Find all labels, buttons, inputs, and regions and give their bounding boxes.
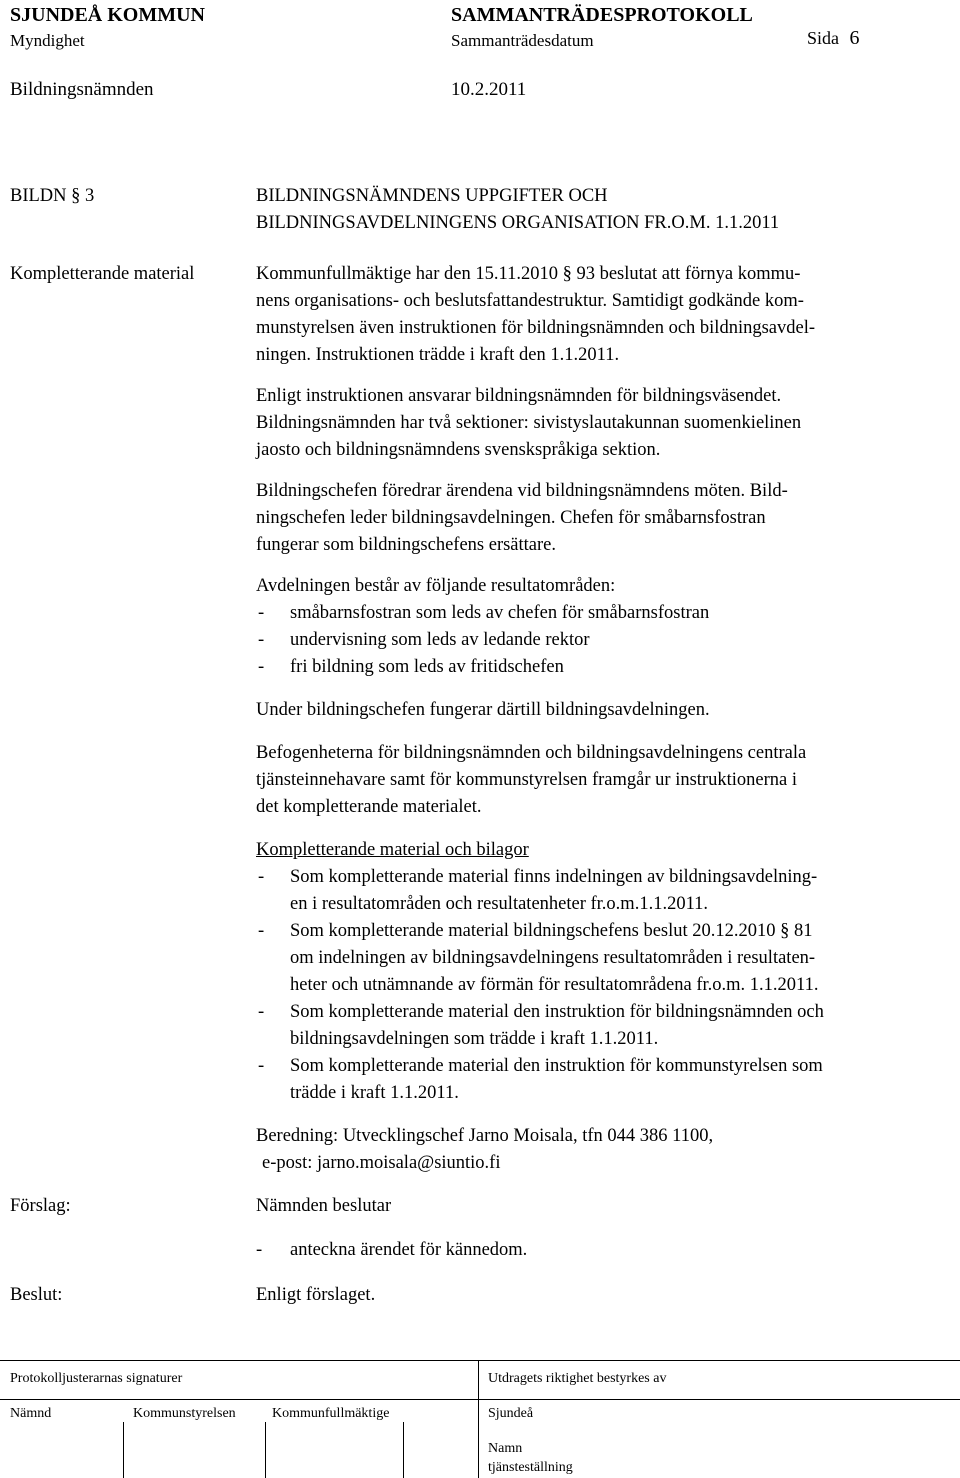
meeting-date: 10.2.2011 — [451, 79, 527, 100]
attachment-item: - Som kompletterande material bildningschefens beslut 20.12.2010 § 81 om indelningen av bildningsavdelningens resultatområden i resultaten- heter och utnämnande av förmän för resultatområdena fr.o.m. 1.1.2011. — [258, 921, 819, 995]
paragraph-department: Under bildningschefen fungerar därtill bildningsavdelningen. — [256, 700, 710, 720]
text-line: det kompletterande materialet. — [256, 797, 482, 817]
document-type: SAMMANTRÄDESPROTOKOLL — [451, 4, 753, 26]
authority-name: Bildningsnämnden — [10, 79, 154, 100]
proposal-text: Nämnden beslutar — [256, 1196, 392, 1216]
text-line: nens organisations- och beslutsfattandestruktur. Samtidigt godkände kom- — [256, 291, 804, 311]
paragraph-result-areas — [256, 573, 956, 681]
preparer-email: e-post: jarno.moisala@siuntio.fi — [262, 1153, 501, 1173]
text-line: ningen. Instruktionen trädde i kraft den 1.1.2011. — [256, 345, 620, 365]
signatures-label: Protokolljusterarnas signaturer — [10, 1371, 183, 1386]
text-line: tjänsteinnehavare samt för kommunstyrelsen framgår ur instruktionerna i — [256, 770, 797, 790]
text-line: ningschefen leder bildningsavdelningen. Chefen för småbarnsfostran — [256, 508, 766, 528]
decision-label: Beslut: — [10, 1285, 63, 1305]
preparer-line: Beredning: Utvecklingschef Jarno Moisala, tfn 044 386 1100, — [256, 1126, 714, 1146]
paragraph-authority — [256, 740, 956, 821]
page-label: Sida — [807, 28, 840, 48]
attachments-list — [256, 864, 956, 1107]
date-label: Sammanträdesdatum — [451, 31, 594, 50]
text-line: Enligt instruktionen ansvarar bildningsnämnden för bildningsväsendet. — [256, 386, 782, 406]
section-symbol: § — [71, 186, 81, 206]
attachment-item: - Som kompletterande material finns indelningen av bildningsavdelning- en i resultatområden och resultatenheter fr.o.m.1.1.2011. — [258, 867, 818, 914]
list-item: - undervisning som leds av ledande rektor — [258, 630, 590, 650]
page-indicator — [807, 27, 860, 50]
text-line: Befogenheterna för bildningsnämnden och bildningsavdelningens centrala — [256, 743, 807, 763]
attachment-item: - Som kompletterande material den instruktion för kommunstyrelsen som trädde i kraft 1.1.2011. — [258, 1056, 823, 1103]
paragraph-chief — [256, 478, 956, 559]
text-line: munstyrelsen även instruktionen för bildningsnämnden och bildningsavdel- — [256, 318, 816, 338]
item-title-line: BILDNINGSNÄMNDENS UPPGIFTER OCH — [256, 186, 608, 206]
item-title — [256, 183, 956, 237]
authority-label: Myndighet — [10, 31, 85, 50]
signature-col-kommunfullmaktige: Kommunfullmäktige — [272, 1406, 390, 1421]
list-item: - småbarnsfostran som leds av chefen för småbarnsfostran — [258, 603, 710, 623]
signature-footer — [0, 1360, 960, 1478]
verifier-place: Sjundeå — [488, 1406, 534, 1421]
proposal-label: Förslag: — [10, 1196, 71, 1216]
paragraph-background — [256, 261, 956, 369]
proposal-item: - anteckna ärendet för kännedom. — [256, 1240, 528, 1260]
text-line: Bildningsnämnden har två sektioner: sivistyslautakunnan suomenkielinen — [256, 413, 802, 433]
text-line: jaosto och bildningsnämndens svenskspråkiga sektion. — [256, 440, 661, 460]
signature-col-kommunstyrelsen: Kommunstyrelsen — [133, 1406, 236, 1421]
verifier-position-label: tjänsteställning — [488, 1460, 573, 1475]
municipality-name: SJUNDEÅ KOMMUN — [10, 4, 205, 26]
verifier-name-label: Namn — [488, 1441, 523, 1456]
verification-label: Utdragets riktighet bestyrkes av — [488, 1371, 667, 1386]
text-line: Kommunfullmäktige har den 15.11.2010 § 93 beslutat att förnya kommu- — [256, 264, 801, 284]
page-number: 6 — [849, 27, 860, 49]
signature-col-namnd: Nämnd — [10, 1406, 52, 1421]
decision-text: Enligt förslaget. — [256, 1285, 376, 1305]
text-line: Bildningschefen föredrar ärendena vid bildningsnämndens möten. Bild- — [256, 481, 788, 501]
item-title-line: BILDNINGSAVDELNINGENS ORGANISATION FR.O.M. 1.1.2011 — [256, 213, 780, 233]
list-item: - fri bildning som leds av fritidschefen — [258, 657, 564, 677]
main-body — [256, 261, 956, 1177]
text-line: Avdelningen består av följande resultatområden: — [256, 576, 616, 596]
item-number — [10, 183, 94, 210]
side-label: Kompletterande material — [10, 264, 195, 284]
item-code: BILDN — [10, 186, 67, 206]
attachments-section — [256, 837, 956, 1107]
text-line: fungerar som bildningschefens ersättare. — [256, 535, 557, 555]
result-area-list — [256, 600, 956, 681]
attachments-heading: Kompletterande material och bilagor — [256, 840, 529, 860]
attachment-item: - Som kompletterande material den instruktion för bildningsnämnden och bildningsavdelningen som trädde i kraft 1.1.2011. — [258, 1002, 824, 1049]
paragraph-responsibility — [256, 383, 956, 464]
item-number-value: 3 — [85, 186, 95, 206]
preparation-info — [256, 1123, 956, 1177]
